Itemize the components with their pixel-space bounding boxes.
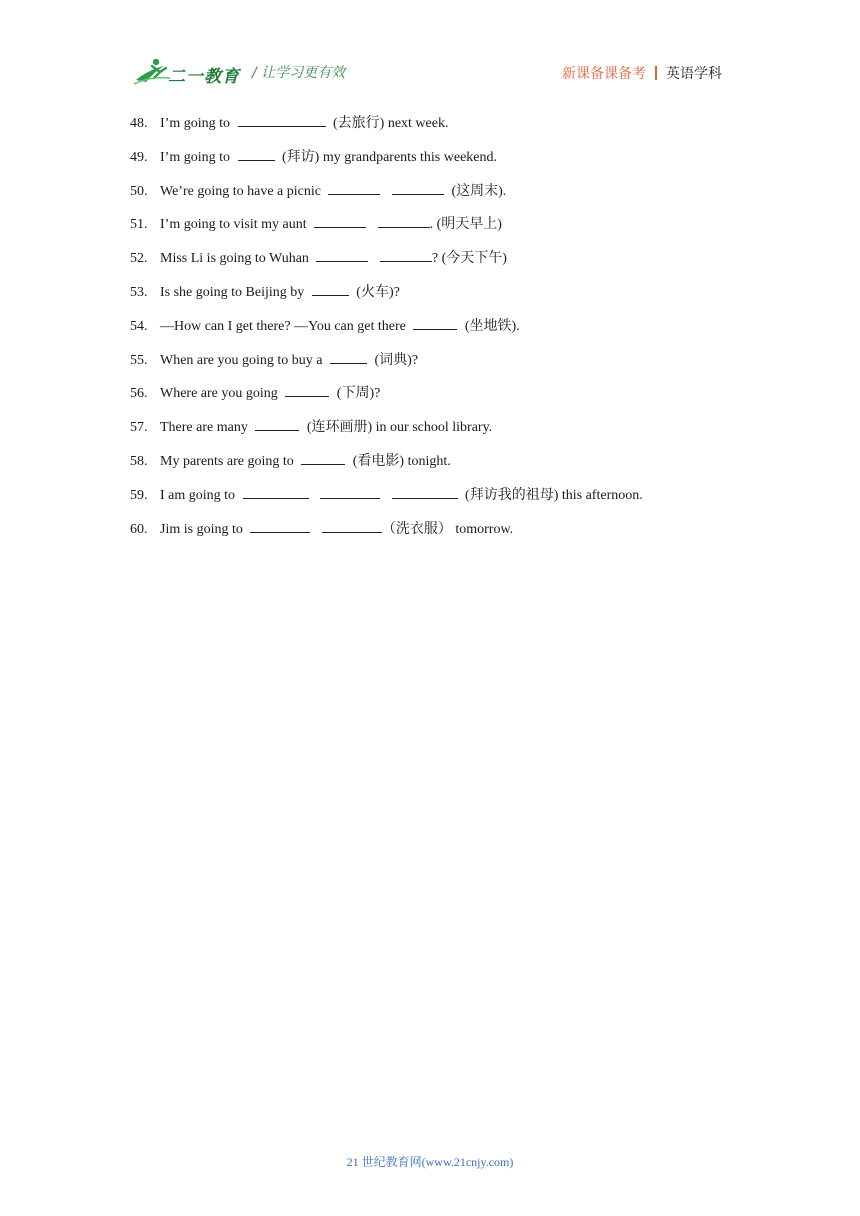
question-text: (这周末).: [451, 183, 507, 199]
question-text: I’m going to: [160, 149, 230, 165]
slogan: / 让学习更有效: [252, 65, 346, 81]
answer-blank[interactable]: [320, 484, 380, 499]
question-text: Where are you going: [160, 386, 278, 402]
question-text: We’re going to have a picnic: [160, 183, 321, 199]
question-number: 48.: [130, 116, 148, 131]
question-text: I’m going to: [160, 116, 230, 131]
header-right: [562, 63, 722, 83]
question-text: My parents are going to: [160, 453, 294, 469]
question-text: —How can I get there? —You can get there: [160, 318, 406, 334]
answer-blank[interactable]: [392, 180, 444, 195]
question-number: 54.: [130, 318, 148, 334]
question-number: 56.: [130, 386, 148, 402]
question-text: Jim is going to: [160, 521, 243, 537]
question-text: (连环画册) in our school library.: [306, 420, 493, 436]
question-48: [130, 112, 750, 146]
question-text: (坐地铁).: [464, 318, 520, 334]
answer-blank[interactable]: [243, 484, 309, 499]
subject-label: 英语学科: [666, 66, 722, 82]
question-number: 59.: [130, 487, 148, 503]
question-53: [130, 281, 750, 315]
question-number: 55.: [130, 352, 148, 368]
question-54: [130, 315, 750, 349]
question-number: 57.: [130, 420, 148, 436]
page-header: [0, 0, 860, 100]
answer-blank[interactable]: [328, 180, 380, 195]
question-text: . (明天早上): [429, 217, 502, 233]
header-divider: [655, 66, 657, 80]
answer-blank[interactable]: [378, 213, 430, 228]
question-number: 52.: [130, 251, 148, 267]
answer-blank[interactable]: [380, 247, 432, 262]
answer-blank[interactable]: [330, 349, 367, 364]
question-text: Is she going to Beijing by: [160, 284, 305, 300]
answer-blank[interactable]: [238, 146, 275, 161]
answer-blank[interactable]: [392, 484, 458, 499]
question-50: [130, 180, 750, 214]
answer-blank[interactable]: [250, 518, 310, 533]
page-footer: 21 世纪教育网(www.21cnjy.com): [346, 1155, 514, 1169]
question-55: [130, 349, 750, 383]
question-number: 53.: [130, 284, 148, 300]
question-text: ? (今天下午): [431, 251, 507, 267]
question-number: 60.: [130, 521, 148, 537]
question-text: (拜访我的祖母) this afternoon.: [465, 487, 643, 503]
answer-blank[interactable]: [314, 213, 366, 228]
answer-blank[interactable]: [238, 112, 326, 127]
answer-blank[interactable]: [255, 416, 299, 431]
question-60: [130, 518, 750, 552]
question-list: [130, 112, 750, 551]
answer-blank[interactable]: [312, 281, 349, 296]
question-59: [130, 484, 750, 518]
question-text: (火车)?: [356, 284, 400, 300]
exam-label: 新课备课备考: [562, 66, 646, 82]
question-58: [130, 450, 750, 484]
question-text: Miss Li is going to Wuhan: [160, 251, 309, 267]
question-number: 49.: [130, 149, 148, 165]
question-number: 50.: [130, 183, 148, 199]
question-text: (看电影) tonight.: [352, 453, 451, 469]
question-text: (拜访) my grandparents this weekend.: [282, 149, 497, 165]
answer-blank[interactable]: [285, 382, 329, 397]
question-49: [130, 146, 750, 180]
question-text: (下周)?: [336, 386, 381, 402]
question-text: (去旅行) next week.: [333, 116, 449, 131]
logo-text: 二一教育: [168, 67, 240, 87]
question-56: [130, 382, 750, 416]
question-number: 58.: [130, 453, 148, 469]
question-text: (词典)?: [374, 352, 419, 368]
question-52: [130, 247, 750, 281]
answer-blank[interactable]: [316, 247, 368, 262]
question-57: [130, 416, 750, 450]
question-text: I am going to: [160, 487, 236, 503]
question-text: There are many: [160, 420, 248, 436]
question-number: 51.: [130, 217, 148, 233]
answer-blank[interactable]: [413, 315, 457, 330]
question-text: （洗衣服） tomorrow.: [381, 521, 514, 537]
answer-blank[interactable]: [322, 518, 382, 533]
question-text: I’m going to visit my aunt: [160, 217, 307, 233]
question-text: When are you going to buy a: [160, 352, 323, 368]
answer-blank[interactable]: [301, 450, 345, 465]
question-51: [130, 213, 750, 247]
